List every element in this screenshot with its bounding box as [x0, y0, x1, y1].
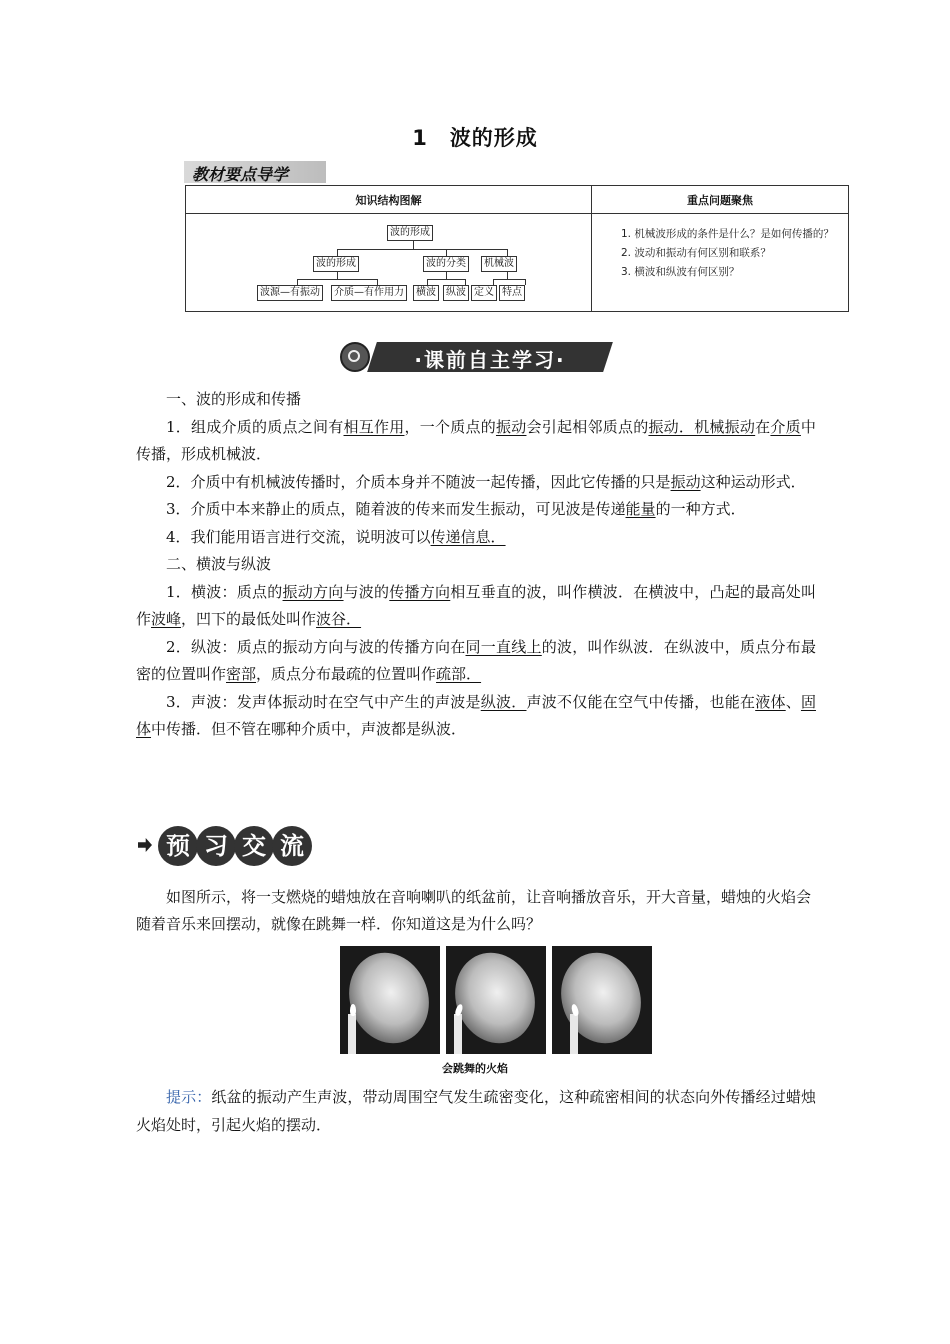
diagram-line — [337, 249, 508, 250]
question-item: 1. 机械波形成的条件是什么？是如何传播的？ — [621, 228, 834, 240]
banner-title: ·课前自主学习· — [414, 348, 566, 372]
diagram-root: 波的形成 — [387, 225, 433, 241]
speaker-photo — [552, 946, 652, 1054]
diagram-line — [493, 279, 525, 280]
globe-icon — [340, 342, 370, 372]
page-title — [0, 122, 950, 152]
diagram-node-definition: 定义 — [471, 285, 497, 301]
hint-label: 提示： — [166, 1088, 212, 1106]
diagram-line — [337, 249, 338, 256]
paragraph: 1．组成介质的质点之间有相互作用，一个质点的振动会引起相邻质点的振动．机械振动在介质中传播，形成机械波． — [136, 417, 816, 463]
preview-char: 交 — [234, 826, 274, 866]
diagram-line — [427, 279, 465, 280]
structure-diagram — [187, 215, 590, 310]
candle — [454, 1014, 462, 1054]
preview-paragraph: 如图所示，将一支燃烧的蜡烛放在音响喇叭的纸盆前，让音响播放音乐，开大音量，蜡烛的火焰会随着音乐来回摆动，就像在跳舞一样．你知道这是为什么吗？ — [136, 888, 812, 933]
diagram-node-longitudinal: 纵波 — [443, 285, 469, 301]
title-text: 波的形成 — [449, 126, 538, 150]
structure-cell — [186, 214, 592, 312]
diagram-node-classification: 波的分类 — [423, 256, 469, 272]
preview-char: 预 — [158, 826, 198, 866]
diagram-line — [446, 271, 447, 279]
section-tag-label: 教材要点导学 — [192, 165, 289, 184]
diagram-node-mechanical-wave: 机械波 — [481, 256, 517, 272]
speaker-photo — [340, 946, 440, 1054]
diagram-node-transverse: 横波 — [413, 285, 439, 301]
speaker-cone — [552, 946, 652, 1054]
question-item: 2. 波动和振动有何区别和联系？ — [621, 247, 771, 259]
diagram-line — [507, 249, 508, 256]
table-header-structure: 知识结构图解 — [186, 186, 592, 214]
questions-list — [593, 215, 847, 282]
preview-char: 习 — [196, 826, 236, 866]
knowledge-table — [185, 185, 849, 312]
paragraph: 3．声波：发声体振动时在空气中产生的声波是纵波．声波不仅能在空气中传播，也能在液体、固体中传播．但不管在哪种介质中，声波都是纵波． — [136, 692, 816, 738]
diagram-line — [337, 271, 338, 279]
arrow-right-icon — [138, 838, 152, 852]
flame-icon — [350, 1004, 356, 1016]
diagram-node-formation: 波的形成 — [313, 256, 359, 272]
question-item: 3. 横波和纵波有何区别？ — [621, 266, 740, 278]
diagram-line — [525, 279, 526, 285]
main-content — [136, 386, 816, 744]
paragraph: 2．纵波：质点的振动方向与波的传播方向在同一直线上的波，叫作纵波．在纵波中，质点分布最密的位置叫作密部，质点分布最疏的位置叫作疏部． — [136, 637, 816, 683]
flame-photos — [340, 946, 655, 1056]
hint-text: 纸盆的振动产生声波，带动周围空气发生疏密变化，这种疏密相间的状态向外传播经过蜡烛火焰处时，引起火焰的摆动． — [136, 1088, 816, 1134]
diagram-node-feature: 特点 — [499, 285, 525, 301]
paragraph: 4．我们能用语言进行交流，说明波可以传递信息． — [166, 527, 506, 546]
paragraph: 3．介质中本来静止的质点，随着波的传来而发生振动，可见波是传递能量的一种方式． — [166, 500, 746, 518]
diagram-line — [413, 240, 414, 249]
table-header-questions: 重点问题聚焦 — [592, 186, 849, 214]
diagram-line — [297, 279, 377, 280]
diagram-line — [446, 249, 447, 256]
hint-block — [136, 1083, 816, 1139]
section-heading: 二、横波与纵波 — [166, 555, 272, 573]
candle — [348, 1014, 356, 1054]
speaker-photo — [446, 946, 546, 1054]
preview-char: 流 — [272, 826, 312, 866]
section-tag — [184, 161, 326, 183]
figure-caption: 会跳舞的火焰 — [442, 1062, 508, 1075]
preview-heading — [138, 826, 318, 866]
section-banner — [340, 340, 610, 374]
section-heading: 一、波的形成和传播 — [166, 390, 302, 408]
paragraph: 1．横波：质点的振动方向与波的传播方向相互垂直的波，叫作横波．在横波中，凸起的最高处叫作波峰，凹下的最低处叫作波谷． — [136, 582, 816, 628]
candle — [570, 1014, 578, 1054]
questions-cell — [592, 214, 849, 312]
diagram-node-source: 波源—有振动 — [257, 285, 323, 301]
title-number: 1 — [412, 126, 428, 150]
paragraph: 2．介质中有机械波传播时，介质本身并不随波一起传播，因此它传播的只是振动这种运动形式． — [166, 472, 806, 491]
diagram-line — [507, 271, 508, 279]
diagram-node-medium: 介质—有作用力 — [331, 285, 407, 301]
